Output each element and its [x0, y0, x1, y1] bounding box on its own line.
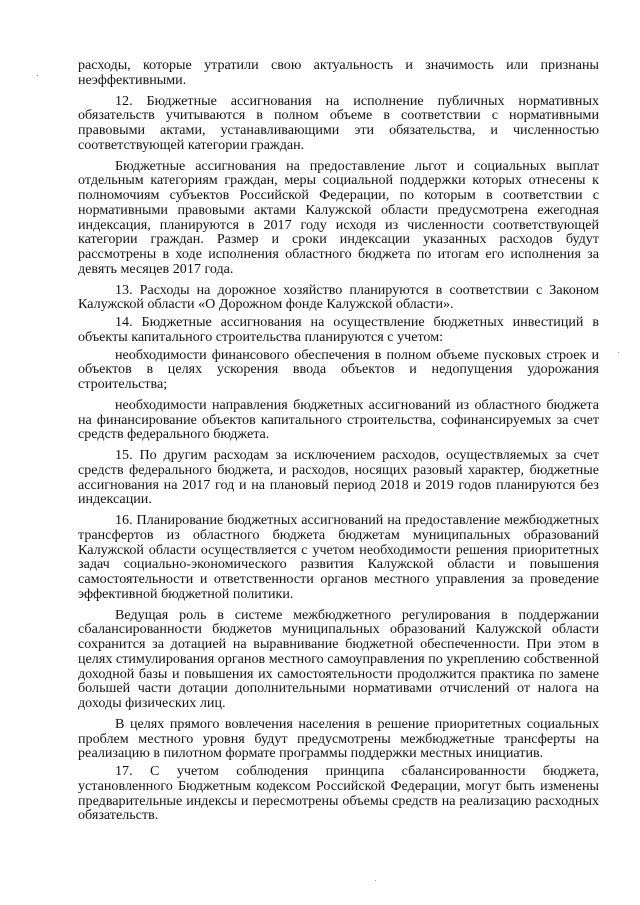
- paragraph-equalization-grant: Ведущая роль в системе межбюджетного регулирования в поддержании сбалансированности бюджетов муниципальных образований Калужской области сохранится за дотацией на выравнивание бюджетной обеспеченности. При этом в целях стимулирования органов местного самоуправления по укреплению собственной доходной базы и повышения их самостоятельности продолжится практика по замене большей части дотации дополнительными нормативами отчислений от налога на доходы физических лиц.: [78, 606, 599, 711]
- paragraph-item-12: 12. Бюджетные ассигнования на исполнение публичных нормативных обязательств учитываются в полном объеме в соответствии с нормативными правовыми актами, устанавливающими эти обязательства, и численностью соответствующей категории граждан.: [78, 92, 599, 153]
- paragraph-item-14-point-1: необходимости финансового обеспечения в полном объеме пусковых строек и объектов в целях ускорения ввода объектов и недопущения удорожания строительства;: [78, 346, 599, 392]
- paragraph-item-15: 15. По другим расходам за исключением расходов, осуществляемых за счет средств федерального бюджета, и расходов, носящих разовый характер, бюджетные ассигнования на 2017 год и на плановый период 2018 и 2019 годов планируются без индексации.: [78, 447, 599, 508]
- document-body: [78, 58, 599, 823]
- paragraph-item-16: 16. Планирование бюджетных ассигнований на предоставление межбюджетных трансфертов из областного бюджета бюджетам муниципальных образований Калужской области осуществляется с учетом необходимости решения приоритетных задач социально-экономического развития Калужской области и повышения самостоятельности и ответственности органов местного управления за проведение эффективной бюджетной политики.: [78, 512, 599, 602]
- paragraph-continuation: расходы, которые утратили свою актуальность и значимость или признаны неэффективными.: [78, 57, 599, 88]
- paragraph-item-14-point-2: необходимости направления бюджетных ассигнований из областного бюджета на финансирование объектов капитального строительства, софинансируемых за счет средств федерального бюджета.: [78, 396, 599, 443]
- paragraph-local-initiatives: В целях прямого вовлечения населения в решение приоритетных социальных проблем местного уровня будут предусмотрены межбюджетные трансферты на реализацию в пилотном формате программы поддержки местных инициатив.: [78, 715, 599, 762]
- paragraph-item-14: 14. Бюджетные ассигнования на осуществление бюджетных инвестиций в объекты капитального строительства планируются с учетом:: [78, 314, 599, 345]
- paragraph-social-payments: Бюджетные ассигнования на предоставление льгот и социальных выплат отдельным категориям граждан, меры социальной поддержки которых отнесены к полномочиям субъектов Российской Федерации, по которым в соответствии с нормативными правовыми актами Калужской области предусмотрена ежегодная индексация, планируются в 2017 году исходя из численности соответствующей категории граждан. Размер и сроки индексации указанных расходов будут рассмотрены в ходе исполнения областного бюджета по итогам его исполнения за девять месяцев 2017 года.: [78, 157, 599, 277]
- paragraph-item-13: 13. Расходы на дорожное хозяйство планируются в соответствии с Законом Калужской области «О Дорожном фонде Калужской области».: [78, 281, 599, 313]
- scan-speck: [618, 352, 619, 353]
- scan-speck: [37, 75, 38, 76]
- scan-speck: [375, 880, 376, 881]
- paragraph-item-17: 17. С учетом соблюдения принципа сбалансированности бюджета, установленного Бюджетным кодексом Российской Федерации, могут быть изменены предварительные индексы и пересмотрены объемы средств на реализацию расходных обязательств.: [78, 763, 599, 824]
